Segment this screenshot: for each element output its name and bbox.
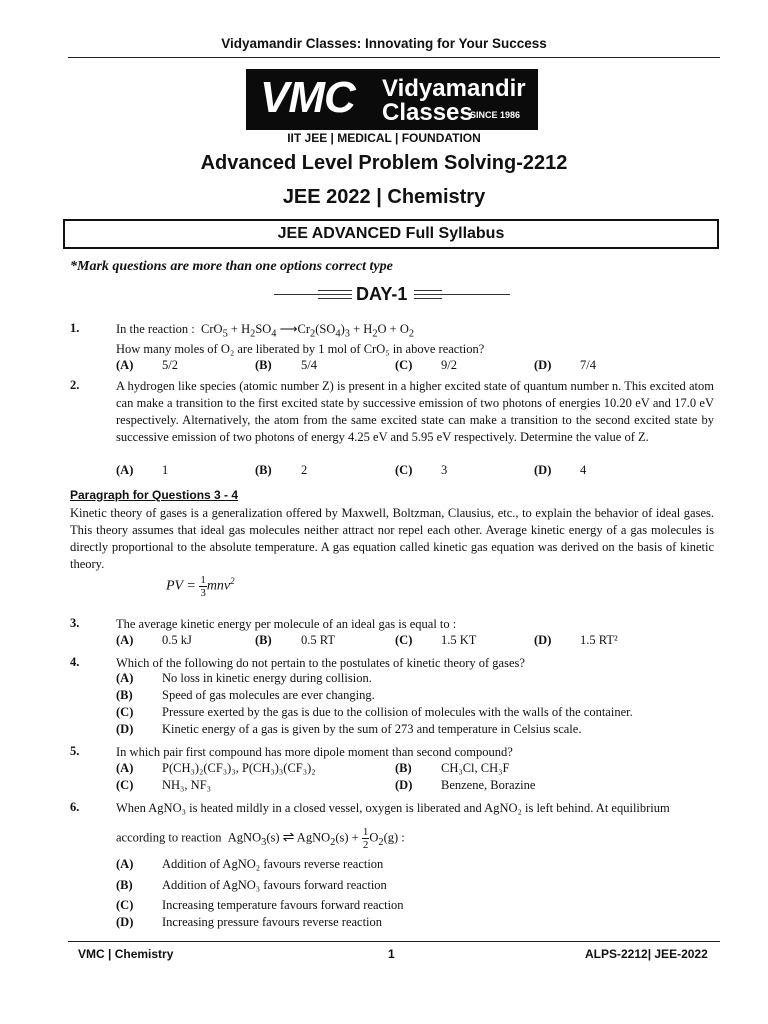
option-b: (B)	[116, 878, 133, 892]
question-number: 2.	[70, 378, 80, 392]
vmc-logo	[246, 69, 538, 130]
question-number: 1.	[70, 321, 80, 335]
document-title: Advanced Level Problem Solving-2212	[200, 152, 568, 174]
footer-divider	[68, 941, 720, 942]
question-4-text: Which of the following do not pertain to the postulates of kinetic theory of gases?	[116, 656, 525, 670]
question-number: 6.	[70, 800, 80, 814]
question-1-reaction: In the reaction : $CrO_5 + H_2SO_4$ $⟶Cr_2(SO_4)_3 + H_2O + O_2$	[116, 322, 415, 340]
option-b: (B)	[255, 463, 272, 477]
option-c-text: Pressure exerted by the gas is due to the collision of molecules with the walls of the container.	[162, 705, 633, 719]
option-d-text: 1.5 RT²	[580, 633, 618, 647]
option-b-text: Speed of gas molecules are ever changing.	[162, 688, 375, 702]
option-a: (A)	[116, 857, 134, 871]
option-d-text: Kinetic energy of a gas is given by the sum of 273 and temperature in Celsius scale.	[162, 722, 582, 736]
question-number: 4.	[70, 655, 80, 669]
option-a-text: 1	[162, 463, 169, 477]
option-b-text: Addition of AgNO₃ favours forward reaction	[162, 878, 387, 892]
option-d: (D)	[395, 778, 413, 792]
option-b-text: 5/4	[301, 358, 317, 372]
question-number: 3.	[70, 616, 80, 630]
option-c-text: NH₃, NF₃	[162, 778, 211, 792]
option-d-text: Increasing pressure favours reverse reaction	[162, 915, 383, 929]
reaction-prefix: according to reaction	[116, 830, 222, 845]
question-2-text: A hydrogen like species (atomic number Z) is present in a higher excited state of quantum number n. This excited atom can make a transition to the first excited state by successive emission of two photons of energies 10.20 eV and 17.0 eV respectively. Alternatively, the atom from the same excited state can make a transition to the second excited state by successive emission of two photons of energy 4.25 eV and 5.95 eV respectively. Determine the value of Z.	[116, 379, 714, 444]
option-a-text: Addition of AgNO₂ favours reverse reaction	[162, 857, 384, 871]
syllabus-box: JEE ADVANCED Full Syllabus	[63, 219, 719, 249]
day-label: DAY-1	[356, 284, 408, 304]
header-divider	[68, 57, 720, 58]
option-d-text: Benzene, Borazine	[441, 778, 536, 792]
option-a: (A)	[116, 671, 134, 685]
option-d-text: 4	[580, 463, 587, 477]
option-d: (D)	[116, 722, 134, 736]
option-a: (A)	[116, 633, 134, 647]
option-c: (C)	[116, 705, 134, 719]
paragraph-text: Kinetic theory of gases is a generalization offered by Maxwell, Boltzman, Clausius, etc., to explain the behavior of ideal gases. This theory assumes that ideal gas molecules neither attract nor repel each other. Average kinetic energy of a gas molecules is directly proportional to the absolute temperature. A gas equation called kinetic gas equation was derived on the basis of kinetic theory.	[70, 506, 714, 571]
option-b: (B)	[255, 358, 272, 372]
option-c: (C)	[395, 633, 413, 647]
option-d: (D)	[534, 358, 552, 372]
option-a-text: 5/2	[162, 358, 178, 372]
option-d: (D)	[534, 463, 552, 477]
option-b: (B)	[395, 761, 412, 775]
option-c-text: 3	[441, 463, 448, 477]
option-a-text: No loss in kinetic energy during collision.	[162, 671, 372, 685]
option-c-text: 1.5 KT	[441, 633, 477, 647]
option-d-text: 7/4	[580, 358, 596, 372]
option-b: (B)	[255, 633, 272, 647]
option-a-text: 0.5 kJ	[162, 633, 192, 647]
option-d: (D)	[116, 915, 134, 929]
option-d: (D)	[534, 633, 552, 647]
kinetic-gas-equation: PV = $\frac{1}{3}$ mnv$^2$	[166, 574, 235, 599]
question-3-text: The average kinetic energy per molecule of an ideal gas is equal to :	[116, 617, 457, 631]
option-b: (B)	[116, 688, 133, 702]
day-banner	[268, 284, 514, 306]
tagline: IIT JEE | MEDICAL | FOUNDATION	[287, 131, 481, 145]
option-a: (A)	[116, 463, 134, 477]
instruction-note: *Mark questions are more than one options correct type	[70, 259, 393, 274]
option-c: (C)	[116, 898, 134, 912]
option-c: (C)	[395, 358, 413, 372]
footer-left: VMC | Chemistry	[78, 947, 174, 961]
option-b-text: CH₃Cl, CH₃F	[441, 761, 510, 775]
question-number: 5.	[70, 744, 80, 758]
logo-line2: Classes	[382, 99, 473, 126]
footer-right: ALPS-2212| JEE-2022	[585, 947, 708, 961]
option-c-text: 9/2	[441, 358, 457, 372]
option-a-text: P(CH₃)₂(CF₃)₃, P(CH₃)₃(CF₃)₂	[162, 761, 316, 775]
logo-mark: VMC	[260, 73, 355, 122]
page-number: 1	[388, 947, 395, 961]
paragraph-heading: Paragraph for Questions 3 - 4	[70, 488, 239, 502]
reaction-prefix: In the reaction :	[116, 322, 195, 336]
question-6-reaction: according to reaction AgNO$_3$(s) ⇌ AgNO$_2$(s) + $\frac{1}{2}$ $O_2(g)$ :	[116, 826, 405, 851]
question-5-text: In which pair first compound has more dipole moment than second compound?	[116, 745, 513, 759]
option-b-text: 2	[301, 463, 308, 477]
page-header-title: Vidyamandir Classes: Innovating for Your Success	[221, 36, 547, 51]
option-c-text: Increasing temperature favours forward reaction	[162, 898, 404, 912]
option-a: (A)	[116, 358, 134, 372]
logo-line1: Vidyamandir	[382, 75, 526, 102]
logo-since: SINCE 1986	[470, 110, 521, 120]
document-subtitle: JEE 2022 | Chemistry	[282, 186, 486, 208]
question-1-text: How many moles of O₂ are liberated by 1 mol of CrO₅ in above reaction?	[116, 342, 485, 356]
question-6-text: When AgNO₃ is heated mildly in a closed vessel, oxygen is liberated and AgNO₂ is left behind. At equilibrium	[116, 801, 670, 815]
option-c: (C)	[116, 778, 134, 792]
option-b-text: 0.5 RT	[301, 633, 335, 647]
option-c: (C)	[395, 463, 413, 477]
option-a: (A)	[116, 761, 134, 775]
